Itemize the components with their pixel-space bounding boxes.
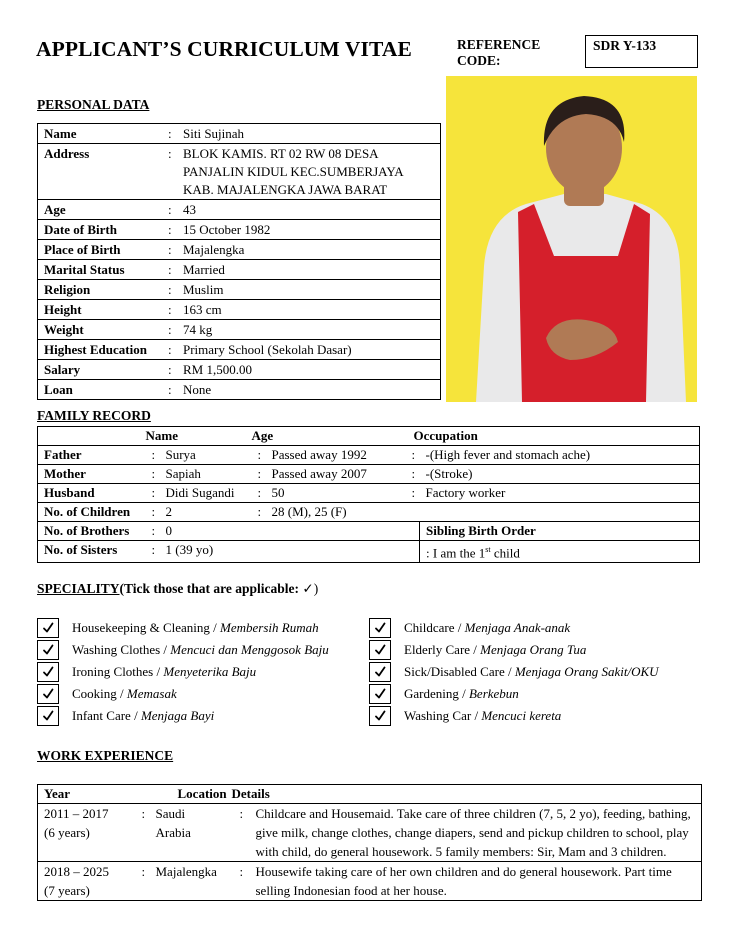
speciality-checkbox[interactable] [369, 706, 391, 726]
personal-row-weight [38, 320, 441, 340]
personal-colon: : [168, 260, 174, 280]
check-icon [42, 710, 54, 722]
speciality-item [369, 705, 659, 726]
personal-colon: : [168, 200, 174, 220]
speciality-item [37, 705, 329, 726]
sibling-order-label: Sibling Birth Order [420, 522, 700, 541]
personal-label: Loan [38, 380, 169, 400]
personal-value: RM 1,500.00 [174, 360, 441, 380]
family-col-occupation: Occupation [412, 427, 700, 446]
personal-colon: : [168, 320, 174, 340]
work-location: Majalengka [155, 864, 217, 879]
personal-value: Married [174, 260, 441, 280]
personal-value: None [174, 380, 441, 400]
speciality-label: Housekeeping & Cleaning / Membersih Rumah [72, 619, 319, 635]
personal-label: Highest Education [38, 340, 169, 360]
personal-value: 15 October 1982 [174, 220, 441, 240]
check-icon [374, 688, 386, 700]
check-icon [42, 622, 54, 634]
speciality-checkbox[interactable] [37, 684, 59, 704]
personal-row-height [38, 300, 441, 320]
personal-label: Age [38, 200, 169, 220]
check-icon [42, 644, 54, 656]
work-duration: (7 years) [44, 883, 90, 898]
speciality-note: (Tick those that are applicable: ✓) [119, 581, 319, 597]
speciality-label: Ironing Clothes / Menyeterika Baju [72, 663, 257, 679]
personal-value: 43 [174, 200, 441, 220]
reference-code-label: REFERENCE CODE: [457, 37, 541, 68]
speciality-list-right [369, 617, 659, 727]
tick-glyph: ✓ [302, 581, 314, 597]
speciality-list-left [37, 617, 329, 727]
speciality-label: Cooking / Memasak [72, 685, 177, 701]
applicant-photo-illustration [446, 76, 697, 402]
sibling-order-value: : I am the 1st child [420, 541, 700, 563]
speciality-checkbox[interactable] [37, 618, 59, 638]
personal-row-religion [38, 280, 441, 300]
speciality-item [37, 661, 329, 682]
check-icon [374, 622, 386, 634]
speciality-label: Infant Care / Menjaga Bayi [72, 707, 215, 723]
check-icon [374, 666, 386, 678]
personal-label: Weight [38, 320, 169, 340]
personal-value: 163 cm [174, 300, 441, 320]
personal-value: Primary School (Sekolah Dasar) [174, 340, 441, 360]
personal-label: Place of Birth [38, 240, 169, 260]
work-experience-heading: WORK EXPERIENCE [37, 748, 174, 763]
work-details: Childcare and Housemaid. Take care of three children (7, 5, 2 yo), feeding, bathing, give milk, change clothes, change diapers, send and pickup children to school, play with child, do general housework. 5 family members: Sir, Mam and 3 children. [252, 804, 702, 862]
check-icon [374, 710, 386, 722]
family-row-children: No. of Children : 2 : 28 (M), 25 (F) [38, 503, 700, 522]
speciality-checkbox[interactable] [37, 706, 59, 726]
work-col-year: Year [38, 785, 136, 804]
personal-label: Address [38, 144, 169, 200]
speciality-item [37, 617, 329, 638]
family-row-sisters: No. of Sisters : 1 (39 yo) : I am the 1st child [38, 541, 700, 563]
work-location: Saudi [155, 806, 186, 821]
personal-value: Muslim [174, 280, 441, 300]
family-row-mother: Mother : Sapiah : Passed away 2007 : -(Stroke) [38, 465, 700, 484]
personal-value: Siti Sujinah [174, 124, 441, 144]
family-col-name: Name [146, 427, 252, 446]
page-title: APPLICANT’S CURRICULUM VITAE [36, 37, 412, 61]
personal-colon: : [168, 124, 174, 144]
check-icon [42, 666, 54, 678]
personal-colon: : [168, 340, 174, 360]
personal-label: Religion [38, 280, 169, 300]
speciality-label: Elderly Care / Menjaga Orang Tua [404, 641, 587, 657]
speciality-checkbox[interactable] [37, 640, 59, 660]
speciality-checkbox[interactable] [369, 618, 391, 638]
personal-label: Date of Birth [38, 220, 169, 240]
speciality-label: Childcare / Menjaga Anak-anak [404, 619, 571, 635]
personal-colon: : [168, 360, 174, 380]
personal-value: Majalengka [174, 240, 441, 260]
check-icon [374, 644, 386, 656]
work-header-row [38, 785, 702, 804]
personal-data-table [37, 123, 441, 400]
personal-label: Salary [38, 360, 169, 380]
personal-row-loan [38, 380, 441, 400]
work-row: 2018 – 2025 (7 years) : Majalengka : Housewife taking care of her own children and do general housework. Part time selling Indonesian food at her house. [38, 862, 702, 901]
work-experience-table [37, 784, 702, 901]
personal-row-address [38, 144, 441, 200]
family-record-heading: FAMILY RECORD [37, 408, 151, 423]
family-col-age: Age [252, 427, 412, 446]
speciality-label: Gardening / Berkebun [404, 685, 519, 701]
personal-colon: : [168, 280, 174, 300]
personal-row-highest-education [38, 340, 441, 360]
personal-row-salary [38, 360, 441, 380]
work-year: 2018 – 2025 [44, 864, 109, 879]
applicant-photo [446, 76, 697, 402]
personal-label: Marital Status [38, 260, 169, 280]
work-year: 2011 – 2017 [44, 806, 109, 821]
personal-value: 74 kg [174, 320, 441, 340]
personal-label: Height [38, 300, 169, 320]
check-icon [42, 688, 54, 700]
work-row: 2011 – 2017 (6 years) : Saudi Arabia : Childcare and Housemaid. Take care of three children (7, 5, 2 yo), feeding, bathing, give milk, change clothes, change diapers, send and pickup children to school, play with child, do general housework. 5 family members: Sir, Mam and 3 children. [38, 804, 702, 862]
speciality-item [37, 639, 329, 660]
speciality-checkbox[interactable] [37, 662, 59, 682]
personal-row-marital-status [38, 260, 441, 280]
speciality-item [369, 683, 659, 704]
personal-colon: : [168, 220, 174, 240]
personal-data-heading: PERSONAL DATA [37, 97, 150, 112]
personal-row-date-of-birth [38, 220, 441, 240]
speciality-checkbox[interactable] [369, 640, 391, 660]
personal-label: Name [38, 124, 169, 144]
speciality-heading: SPECIALITY(Tick those that are applicable: ✓) [37, 581, 319, 597]
reference-code-box: SDR Y-133 [585, 35, 698, 68]
personal-colon: : [168, 240, 174, 260]
speciality-item [37, 683, 329, 704]
personal-value: BLOK KAMIS. RT 02 RW 08 DESA PANJALIN KIDUL KEC.SUMBERJAYA KAB. MAJALENGKA JAWA BARAT [174, 144, 441, 200]
work-details: Housewife taking care of her own children and do general housework. Part time selling Indonesian food at her house. [252, 862, 702, 901]
personal-colon: : [168, 144, 174, 200]
speciality-label: Washing Car / Mencuci kereta [404, 707, 562, 723]
family-record-table [37, 426, 700, 563]
speciality-item [369, 617, 659, 638]
family-row-husband: Husband : Didi Sugandi : 50 : Factory worker [38, 484, 700, 503]
speciality-checkbox[interactable] [369, 662, 391, 682]
speciality-item [369, 661, 659, 682]
speciality-label: Washing Clothes / Mencuci dan Menggosok Baju [72, 641, 329, 657]
personal-row-place-of-birth [38, 240, 441, 260]
family-row-father: Father : Surya : Passed away 1992 : -(High fever and stomach ache) [38, 446, 700, 465]
speciality-checkbox[interactable] [369, 684, 391, 704]
speciality-label: Sick/Disabled Care / Menjaga Orang Sakit/OKU [404, 663, 659, 679]
personal-row-age [38, 200, 441, 220]
personal-colon: : [168, 300, 174, 320]
work-col-location: Location [136, 785, 236, 804]
personal-row-name [38, 124, 441, 144]
family-row-brothers: No. of Brothers : 0 Sibling Birth Order [38, 522, 700, 541]
personal-colon: : [168, 380, 174, 400]
work-duration: (6 years) [44, 825, 90, 840]
speciality-item [369, 639, 659, 660]
work-col-details: Details [236, 785, 702, 804]
family-header-row [38, 427, 700, 446]
